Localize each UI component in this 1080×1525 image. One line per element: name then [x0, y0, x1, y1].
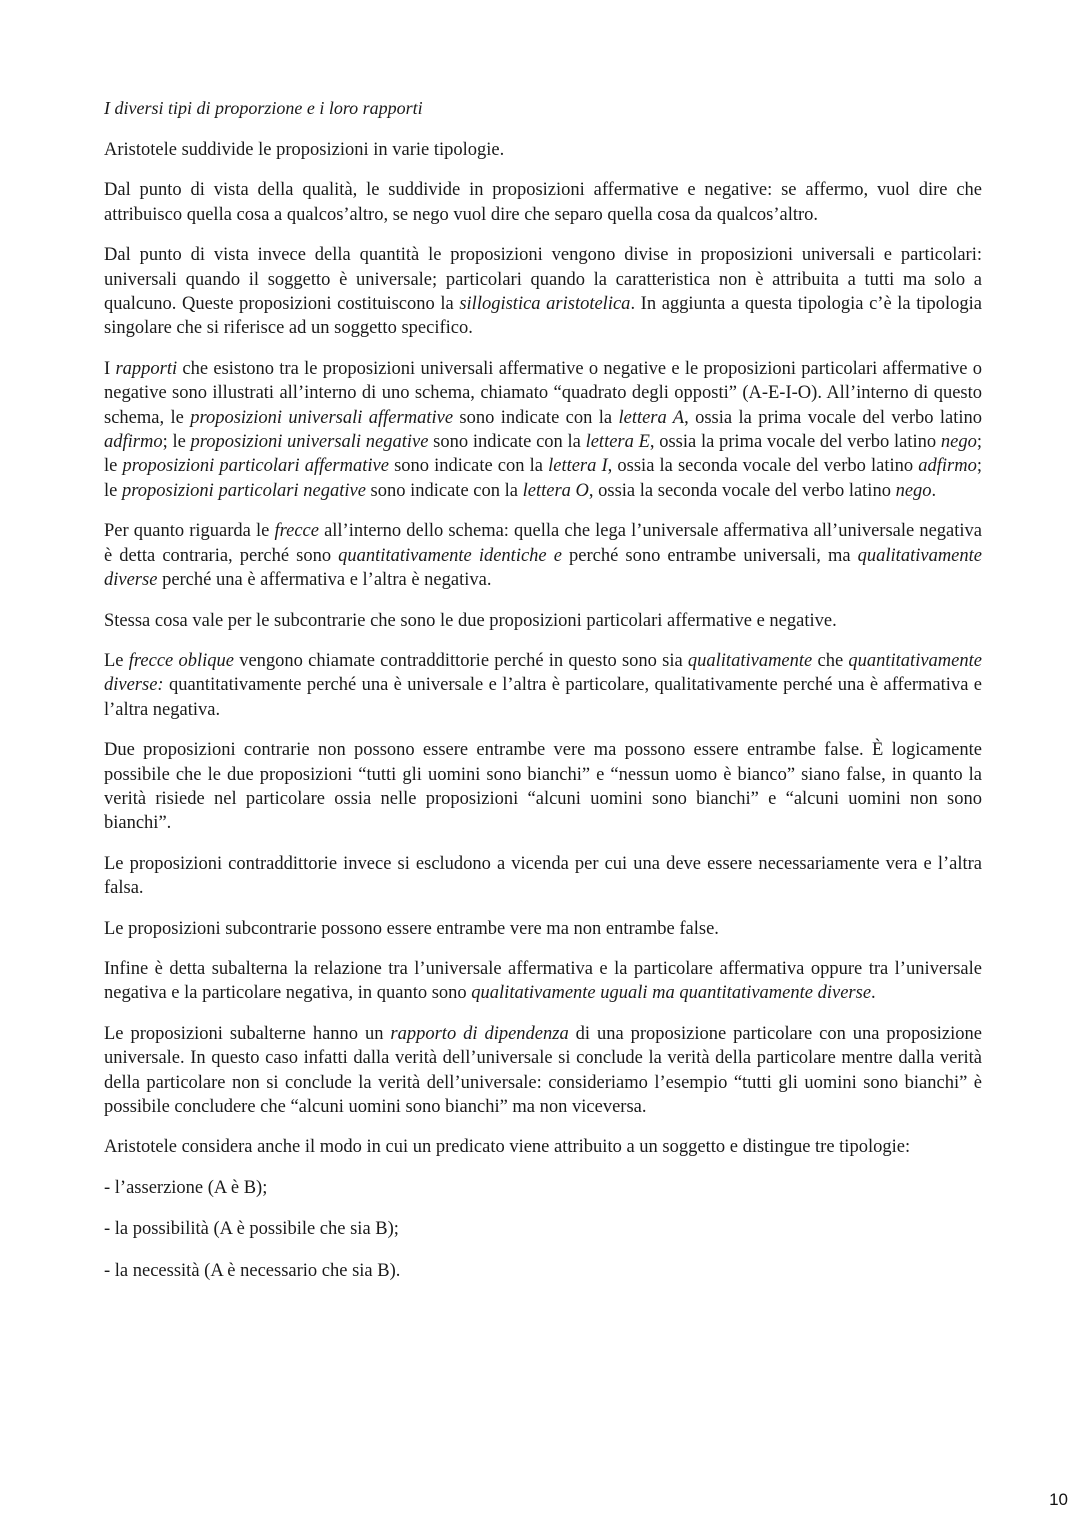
list-item: - l’asserzione (A è B); — [104, 1177, 268, 1198]
italic-text: adfirmo — [104, 432, 163, 453]
text-run: Le — [104, 650, 129, 671]
text-run: Infine è detta subalterna la relazione tra l’universale affermativa e la particolare affermativa oppure tra l’universale negativa e la particolare negativa, in quanto sono — [104, 958, 982, 1004]
text-run: sono indicate con la — [365, 480, 523, 501]
italic-text: rapporti — [115, 358, 178, 379]
section-heading: I diversi tipi di proporzione e i loro rapporti — [104, 98, 423, 118]
text-run: quantitativamente perché una è universale e l’altra è particolare, qualitativamente perché una è affermativa e l’altra negativa. — [104, 675, 982, 720]
italic-text: frecce oblique — [128, 650, 234, 671]
text-run: Stessa cosa vale per le subcontrarie che sono le due proposizioni particolari affermative e negative. — [104, 610, 837, 631]
text-run: Le proposizioni contraddittorie invece si escludono a vicenda per cui una deve essere necessariamente vera e l’altra falsa. — [104, 853, 982, 899]
italic-text: quantitativamente diverse: — [104, 650, 982, 696]
paragraph — [104, 357, 982, 503]
paragraph — [104, 738, 982, 836]
paragraph — [104, 178, 982, 227]
text-run: Le proposizioni subcontrarie possono essere entrambe vere ma non entrambe false. — [104, 918, 719, 939]
paragraph — [104, 1022, 982, 1120]
italic-text: lettera O — [522, 480, 589, 501]
text-run: , ossia la prima vocale del verbo latino — [649, 432, 941, 453]
paragraph — [104, 519, 982, 592]
text-run: ; le — [162, 432, 191, 453]
text-run: all’interno dello schema: quella che lega l’universale affermativa all’universale negativa è detta contraria, perché sono — [104, 521, 982, 566]
italic-text: proposizioni particolari affermative — [122, 456, 389, 477]
modality-list — [104, 1176, 982, 1283]
italic-text: adfirmo — [918, 456, 977, 477]
text-run: ; le — [104, 456, 982, 501]
italic-text: nego — [940, 432, 977, 453]
text-run: . — [931, 480, 937, 501]
text-run: . In aggiunta a questa tipologia c’è la tipologia singolare che si riferisce ad un soggetto specifico. — [104, 294, 982, 339]
paragraph — [104, 1135, 982, 1159]
text-run: perché sono entrambe universali, ma — [561, 545, 858, 566]
italic-text: qualitativamente — [687, 650, 813, 671]
paragraph — [104, 957, 982, 1006]
paragraph — [104, 852, 982, 901]
text-run: sono indicate con la — [388, 456, 549, 477]
text-run: sono indicate con la — [453, 407, 619, 428]
text-run: Per quanto riguarda le — [104, 521, 275, 542]
text-run: , ossia la prima vocale del verbo latino — [684, 407, 982, 428]
paragraph — [104, 917, 982, 941]
italic-text: lettera I — [548, 456, 608, 477]
list-item: - la necessità (A è necessario che sia B). — [104, 1260, 401, 1281]
page-number: 10 — [1049, 1490, 1068, 1509]
text-run: . — [871, 983, 876, 1004]
text-run: , ossia la seconda vocale del verbo latino — [588, 480, 896, 501]
paragraph — [104, 649, 982, 722]
italic-text: proposizioni particolari negative — [121, 480, 366, 501]
text-run: Aristotele suddivide le proposizioni in varie tipologie. — [104, 140, 505, 160]
italic-text: proposizioni universali affermative — [190, 407, 454, 428]
italic-text: frecce — [274, 521, 319, 542]
italic-text: proposizioni universali negative — [190, 432, 429, 453]
paragraphs — [104, 138, 982, 1160]
text-run: Le proposizioni subalterne hanno un — [104, 1023, 391, 1044]
paragraph — [104, 243, 982, 341]
text-run: I — [104, 358, 116, 379]
document-page — [104, 96, 982, 1300]
text-run: che esistono tra le proposizioni universali affermative o negative e le proposizioni particolari affermative o negative sono illustrati all’interno di uno schema, chiamato “quadrato degli opposti” (A-E-I-O). All’interno di questo schema, le — [104, 358, 982, 428]
text-run: perché una è affermativa e l’altra è negativa. — [157, 570, 492, 591]
italic-text: sillogistica aristotelica — [459, 294, 631, 315]
text-run: Aristotele considera anche il modo in cui un predicato viene attribuito a un soggetto e distingue tre tipologie: — [104, 1137, 911, 1158]
text-run: di una proposizione particolare con una proposizione universale. In questo caso infatti dalla verità dell’universale si conclude la verità della particolare mentre dalla verità della particolare non si conclude la verità dell’universale: consideriamo l’esempio “tutti gli uomini sono bianchi” è possibile concludere che “alcuni uomini sono bianchi” ma non viceversa. — [104, 1023, 982, 1117]
list-item: - la possibilità (A è possibile che sia B); — [104, 1219, 399, 1240]
text-run: Dal punto di vista invece della quantità le proposizioni vengono divise in proposizioni universali e particolari: universali quando il soggetto è universale; particolari quando la caratteristica non è attribuita a tutti ma solo a qualcuno. Queste proposizioni costituiscono la — [104, 245, 982, 315]
italic-text: qualitativamente uguali ma quantitativamente diverse — [471, 983, 872, 1004]
text-run: ; le — [104, 432, 982, 477]
text-run: , ossia la seconda vocale del verbo latino — [607, 456, 919, 477]
text-run: Dal punto di vista della qualità, le suddivide in proposizioni affermative e negative: se affermo, vuol dire che attribuisco quella cosa a qualcos’altro, se nego vuol dire che separo quella cosa da qualcos’altro. — [104, 180, 982, 225]
paragraph — [104, 138, 982, 162]
text-run: che — [812, 650, 849, 671]
italic-text: rapporto di dipendenza — [390, 1023, 569, 1044]
italic-text: nego — [895, 480, 932, 501]
text-run: sono indicate con la — [428, 432, 586, 453]
italic-text: quantitativamente identiche e — [338, 545, 562, 566]
italic-text: lettera E — [585, 432, 650, 453]
paragraph — [104, 609, 982, 633]
text-run: vengono chiamate contraddittorie perché in questo sono sia — [233, 650, 688, 671]
text-run: Due proposizioni contrarie non possono essere entrambe vere ma possono essere entrambe false. È logicamente possibile che le due proposizioni “tutti gli uomini sono bianchi” e “nessun uomo è bianco” siano false, in quanto la verità risiede nel particolare ossia nelle proposizioni “alcuni uomini sono bianchi” e “alcuni uomini non sono bianchi”. — [104, 740, 982, 834]
italic-text: lettera A — [618, 407, 685, 428]
italic-text: qualitativamente diverse — [104, 545, 982, 591]
